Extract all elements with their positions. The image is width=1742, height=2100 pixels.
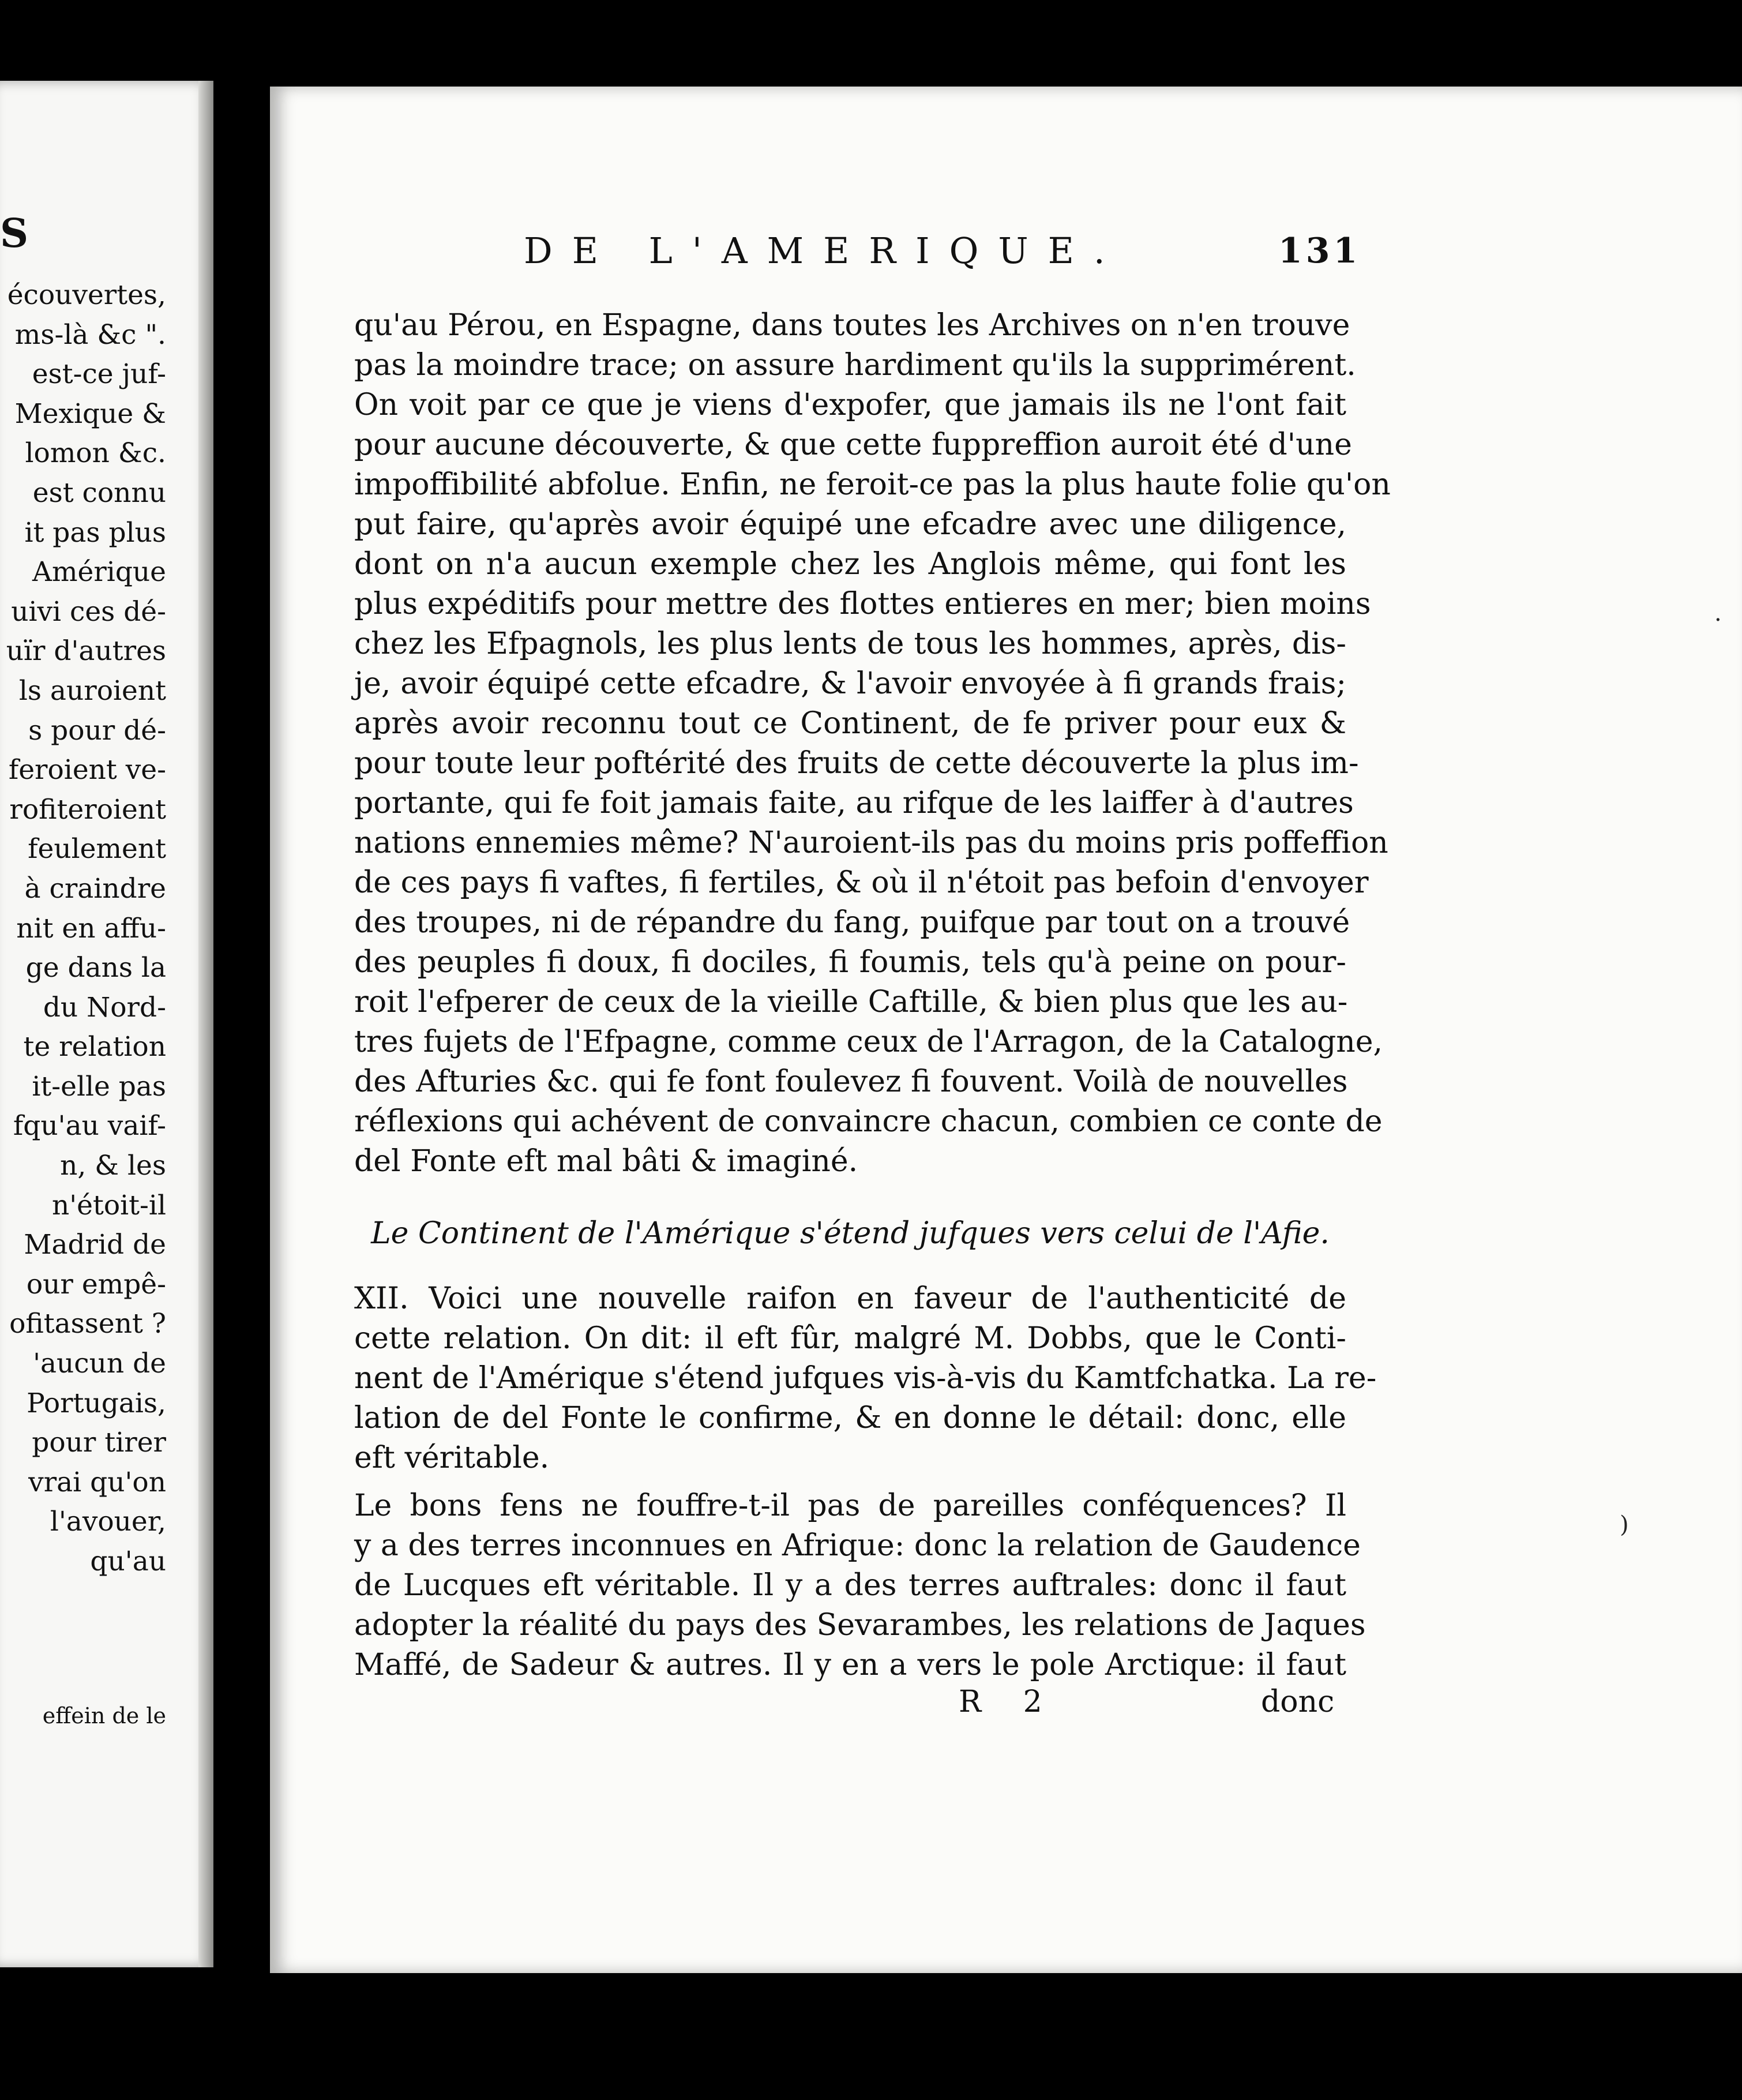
- text-line: écouvertes,: [7, 279, 166, 311]
- margin-speck: ): [1620, 1512, 1629, 1538]
- text-line: lation de del Fonte le confirme, & en donne le détail: donc, elle: [354, 1401, 1346, 1435]
- text-line: de Lucques eft véritable. Il y a des terres auftrales: donc il faut: [354, 1568, 1346, 1603]
- text-line: chez les Efpagnols, les plus lents de tous les hommes, après, dis-: [354, 627, 1346, 661]
- text-line: ge dans la: [25, 952, 166, 984]
- paragraph-3: [354, 1486, 1366, 1685]
- text-line: à craindre: [24, 872, 166, 905]
- text-line: s pour dé-: [28, 714, 166, 747]
- text-line: Maffé, de Sadeur & autres. Il y en a vers le pole Arctique: il faut: [354, 1648, 1346, 1682]
- text-line: it-elle pas: [32, 1070, 166, 1102]
- text-line: des troupes, ni de répandre du fang, puifque par tout on a trouvé: [354, 905, 1350, 940]
- text-line: Mexique &: [14, 397, 166, 430]
- text-line: qu'au: [90, 1546, 166, 1577]
- margin-speck: .: [1714, 600, 1722, 627]
- text-line: fqu'au vaif-: [13, 1110, 166, 1142]
- text-line: ofitassent ?: [9, 1308, 166, 1340]
- signature-mark: R 2: [959, 1685, 1058, 1719]
- text-line: nent de l'Amérique s'étend jufques vis-à-vis du Kamtfchatka. La re-: [354, 1361, 1377, 1396]
- body-text: [354, 306, 1391, 1685]
- text-line: roit l'efperer de ceux de la vieille Caftille, & bien plus que les au-: [354, 985, 1348, 1019]
- text-line: des peuples fi doux, fi dociles, fi foumis, tels qu'à peine on pour-: [354, 945, 1346, 980]
- page-gutter: [198, 81, 213, 1967]
- text-line: it pas plus: [24, 516, 166, 549]
- text-line: cette relation. On dit: il eft fûr, malgré M. Dobbs, que le Conti-: [354, 1321, 1346, 1356]
- text-line: après avoir reconnu tout ce Continent, de fe priver pour eux &: [354, 706, 1346, 741]
- text-line: Le bons fens ne fouffre-t-il pas de pareilles conféquences? Il: [354, 1488, 1346, 1523]
- text-line: vrai qu'on: [28, 1466, 166, 1498]
- page-number: 131: [1278, 231, 1361, 271]
- paragraph-2: [354, 1279, 1377, 1478]
- text-line: Amérique: [32, 556, 166, 588]
- text-line: te relation: [23, 1031, 166, 1063]
- text-line: XII. Voici une nouvelle raifon en faveur de l'authenticité de: [354, 1281, 1346, 1316]
- text-line: ls auroient: [18, 674, 166, 707]
- text-line: du Nord-: [43, 991, 166, 1023]
- text-line: n'étoit-il: [51, 1189, 166, 1221]
- text-line: qu'au Pérou, en Espagne, dans toutes les Archives on n'en trouve: [354, 308, 1350, 343]
- text-line: est connu: [32, 477, 166, 509]
- text-line: portante, qui fe foit jamais faite, au rifque de les laiffer à d'autres: [354, 786, 1354, 820]
- paragraph-1: [354, 306, 1391, 1182]
- section-heading: Le Continent de l'Amérique s'étend jufques vers celui de l'Afie.: [371, 1216, 1330, 1251]
- text-line: Portugais,: [27, 1387, 166, 1419]
- text-line: est-ce juf-: [32, 358, 166, 391]
- left-facing-page: [0, 81, 213, 1967]
- text-line: pour aucune découverte, & que cette fuppreffion auroit été d'une: [354, 427, 1352, 462]
- text-line: plus expéditifs pour mettre des flottes entieres en mer; bien moins: [354, 587, 1371, 621]
- text-line: del Fonte eft mal bâti & imaginé.: [354, 1144, 858, 1179]
- text-line: n, & les: [60, 1150, 166, 1182]
- running-head: DE L'AMERIQUE.: [524, 230, 1125, 272]
- text-line: uïr d'autres: [6, 635, 166, 667]
- text-line: adopter la réalité du pays des Sevarambes, les relations de Jaques: [354, 1608, 1366, 1642]
- text-line: des Afturies &c. qui fe font foulevez fi fouvent. Voilà de nouvelles: [354, 1064, 1348, 1099]
- text-line: eft véritable.: [354, 1441, 550, 1475]
- text-line: ms-là &c ".: [14, 318, 166, 351]
- text-line: feroient ve-: [8, 754, 166, 786]
- text-line: tres fujets de l'Efpagne, comme ceux de l'Arragon, de la Catalogne,: [354, 1025, 1383, 1059]
- text-line: de ces pays fi vaftes, fi fertiles, & où il n'étoit pas befoin d'envoyer: [354, 865, 1369, 900]
- text-line: feulement: [28, 833, 166, 865]
- text-line: our empê-: [26, 1268, 166, 1300]
- text-line: l'avouer,: [50, 1506, 166, 1538]
- text-line: nations ennemies même? N'auroient-ils pas du moins pris poffeffion: [354, 826, 1388, 860]
- text-line: put faire, qu'après avoir équipé une efcadre avec une diligence,: [354, 507, 1346, 542]
- text-line: Madrid de: [24, 1229, 166, 1261]
- text-line: 'aucun de: [33, 1348, 166, 1380]
- text-line: dont on n'a aucun exemple chez les Anglois même, qui font les: [354, 547, 1346, 582]
- text-line: je, avoir équipé cette efcadre, & l'avoir envoyée à fi grands frais;: [354, 666, 1346, 701]
- text-line: pas la moindre trace; on assure hardiment qu'ils la supprimérent.: [354, 348, 1356, 382]
- text-line: pour toute leur poftérité des fruits de cette découverte la plus im-: [354, 746, 1359, 781]
- left-running-head: S: [0, 211, 30, 257]
- text-line: On voit par ce que je viens d'expofer, que jamais ils ne l'ont fait: [354, 388, 1346, 422]
- left-footnote: effein de le: [42, 1703, 166, 1728]
- text-line: réflexions qui achévent de convaincre chacun, combien ce conte de: [354, 1104, 1383, 1139]
- text-line: uivi ces dé-: [11, 595, 166, 628]
- text-line: pour tirer: [32, 1427, 166, 1459]
- text-line: lomon &c.: [25, 437, 166, 470]
- text-line: rofiteroient: [9, 793, 166, 826]
- left-page-text: [6, 276, 166, 1582]
- text-line: nit en affu-: [16, 912, 166, 944]
- text-line: y a des terres inconnues en Afrique: donc la relation de Gaudence: [354, 1528, 1361, 1563]
- text-line: impoffibilité abfolue. Enfin, ne feroit-ce pas la plus haute folie qu'on: [354, 467, 1391, 502]
- catchword: donc: [1261, 1685, 1335, 1719]
